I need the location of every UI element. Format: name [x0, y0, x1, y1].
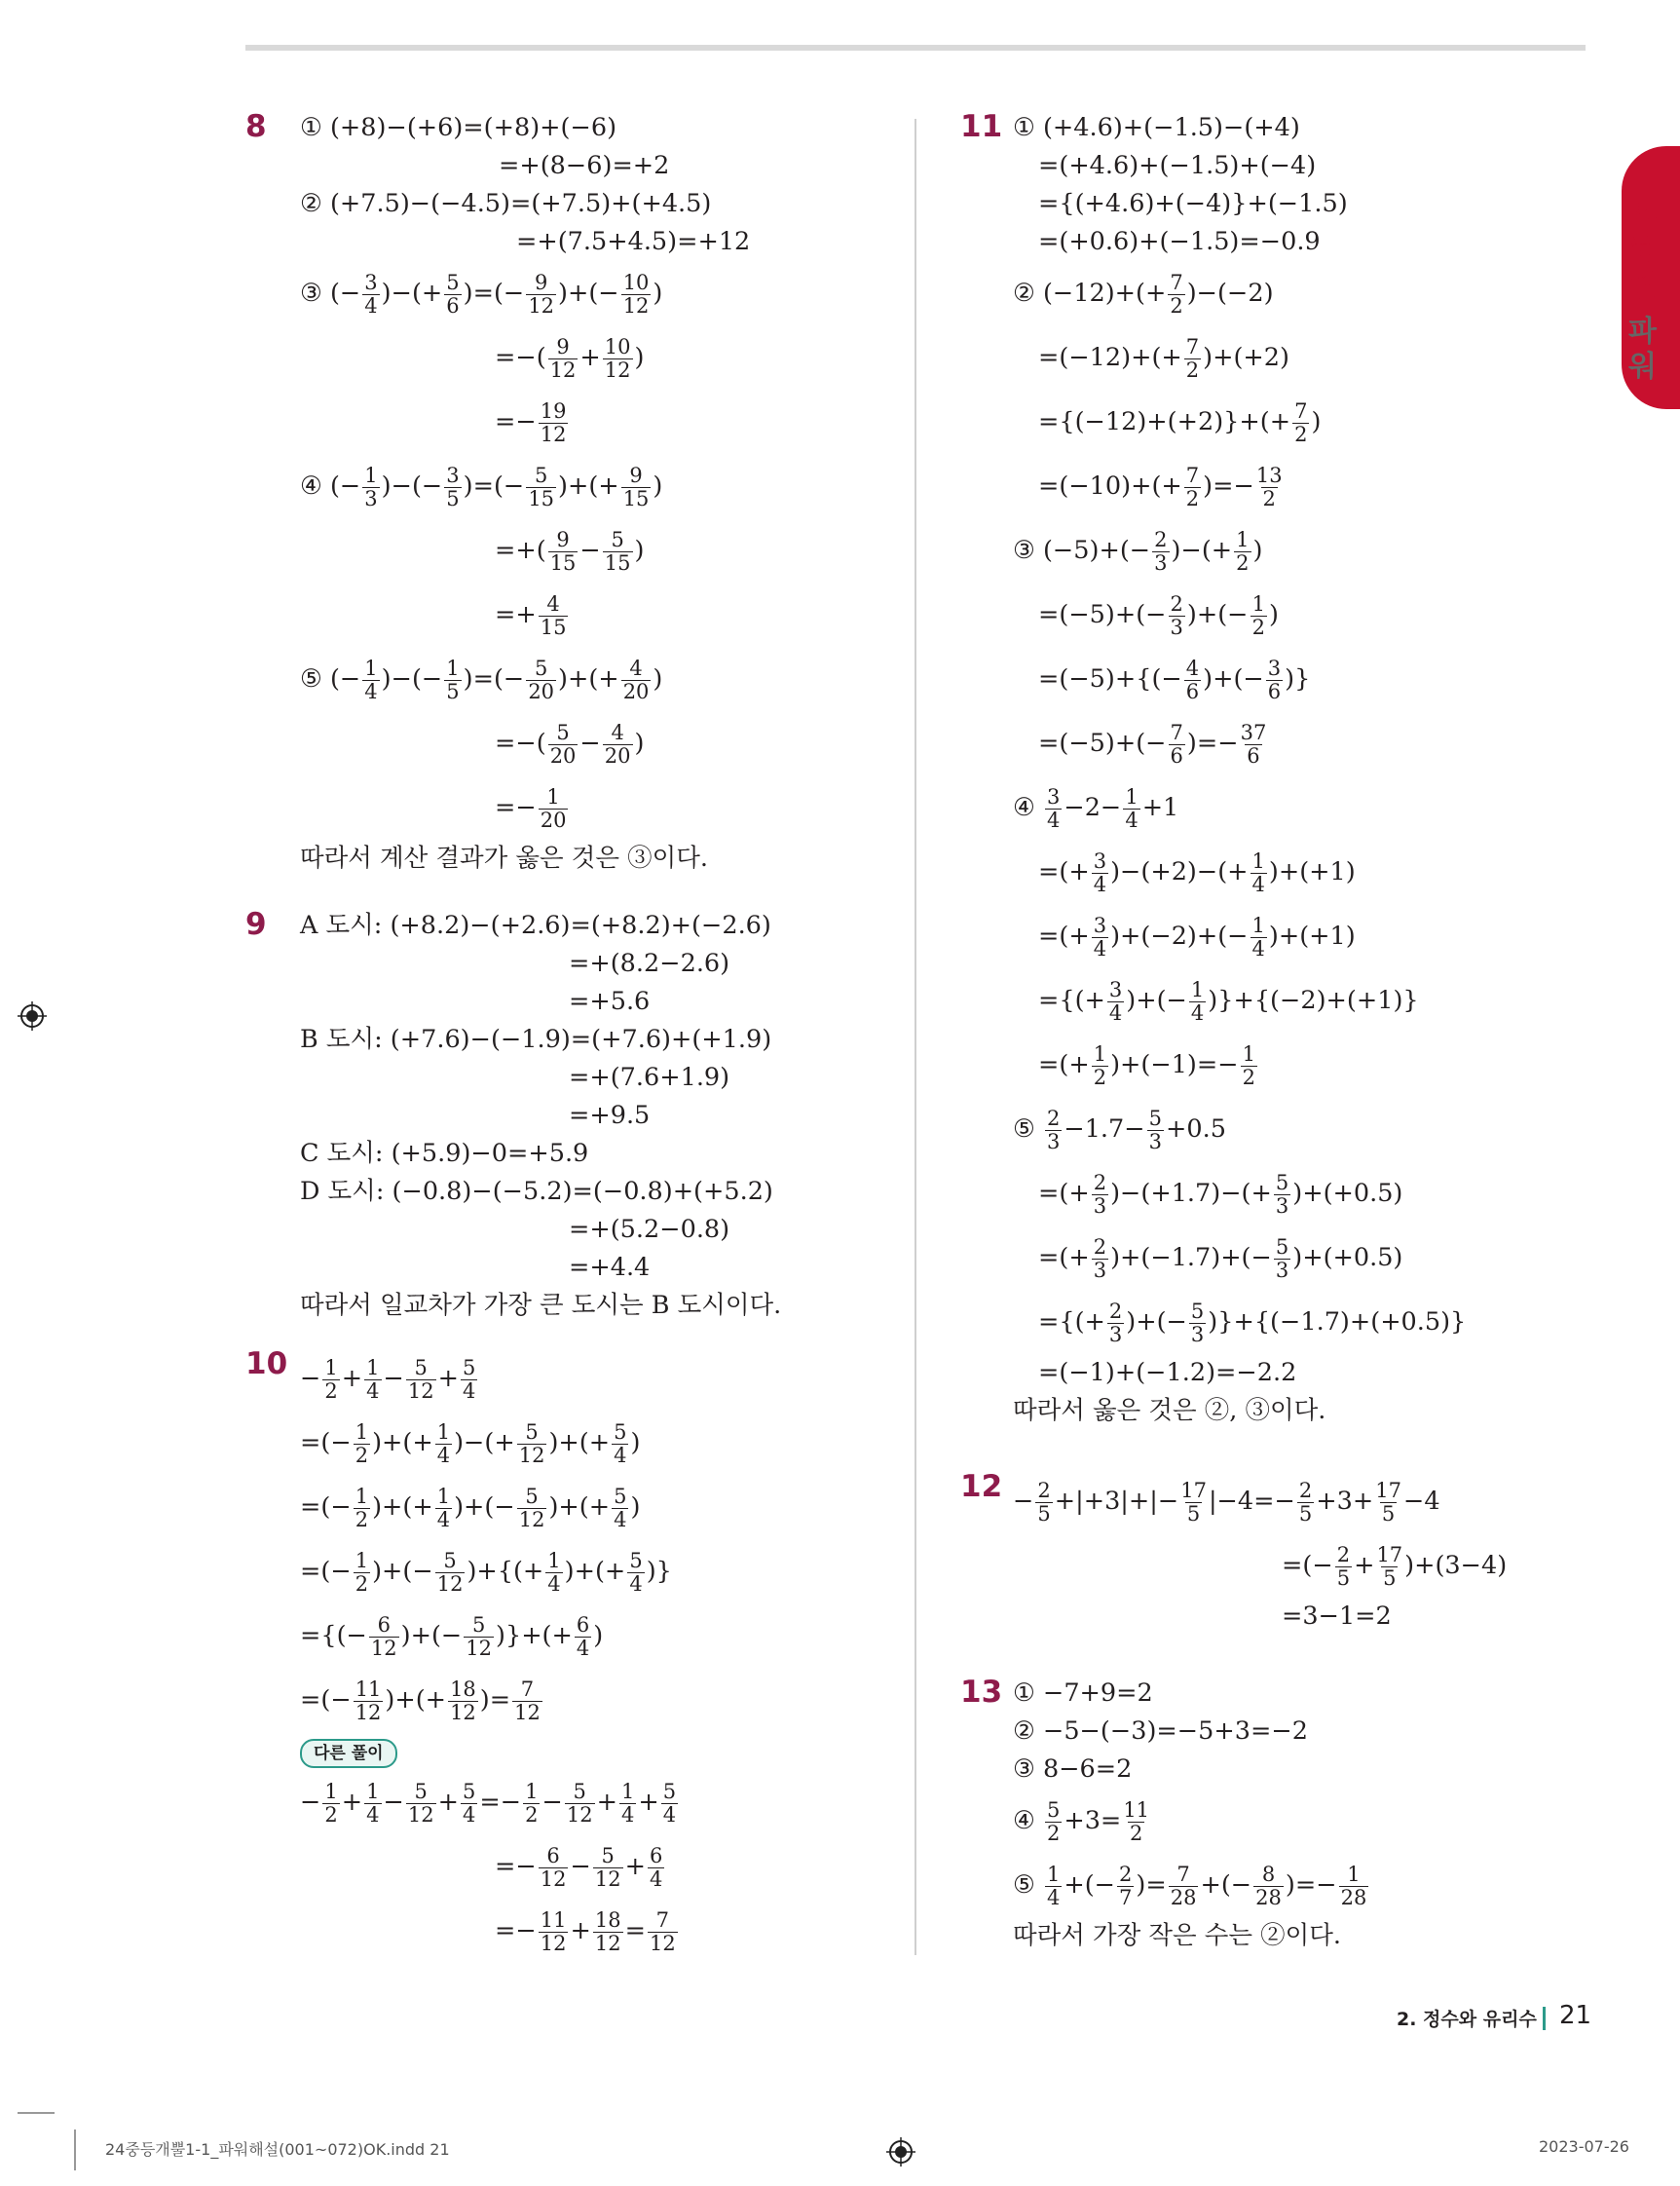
top-rule	[245, 45, 1586, 51]
math-text: ={(− $\frac{6}{12}$ )+(− $\frac{5}{12}$ )}+(+ $\frac{6}{4}$ )	[300, 1612, 604, 1660]
math-text: =+(8−6)=+2	[499, 151, 670, 180]
math-text: ① (+8)−(+6)=(+8)+(−6)	[300, 113, 617, 142]
column-divider	[915, 119, 916, 1955]
solution-line	[960, 647, 1623, 711]
solution-line	[960, 185, 1623, 223]
math-text: − $\frac{1}{2}$ + $\frac{1}{4}$ − $\frac{5}{12}$ + $\frac{5}{4}$	[300, 1355, 476, 1403]
solution-line	[960, 147, 1623, 185]
math-text: =(+4.6)+(−1.5)+(−4)	[1038, 151, 1317, 180]
math-text: =3−1=2	[1282, 1602, 1392, 1631]
solution-line	[960, 1161, 1623, 1225]
problem-10	[245, 1346, 898, 1963]
solution-line	[245, 583, 898, 647]
math-text: =(+ $\frac{3}{4}$ )+(−2)+(− $\frac{1}{4}$ )+(+1)	[1038, 913, 1356, 961]
solution-line	[245, 1097, 898, 1135]
problem-11	[960, 109, 1623, 1430]
math-text: =(−5)+(− $\frac{7}{6}$ )=− $\frac{37}{6}$	[1038, 720, 1267, 768]
solution-line	[245, 261, 898, 325]
solution-line	[245, 1732, 898, 1770]
solution-line	[245, 1211, 898, 1249]
solution-line	[960, 1354, 1623, 1392]
math-text: − $\frac{1}{2}$ + $\frac{1}{4}$ − $\frac{5}{12}$ + $\frac{5}{4}$ =− $\frac{1}{2}$ − $\frac{5}{12}$ + $\frac{1}{4}$ + $\frac{5}{4}$	[300, 1779, 677, 1827]
solution-line	[245, 711, 898, 775]
solution-line	[960, 968, 1623, 1033]
solution-line	[245, 185, 898, 223]
problem-number: 10	[245, 1346, 288, 1381]
solution-line	[960, 518, 1623, 583]
math-text: =(−10)+(+ $\frac{7}{2}$ )=− $\frac{13}{2}$	[1038, 463, 1283, 510]
math-text: =(+ $\frac{3}{4}$ )−(+2)−(+ $\frac{1}{4}$ )+(+1)	[1038, 848, 1356, 896]
math-text: =+5.6	[569, 987, 651, 1016]
math-text: =(+0.6)+(−1.5)=−0.9	[1038, 227, 1321, 256]
solution-line	[960, 1290, 1623, 1354]
solution-line	[245, 1834, 898, 1899]
solution-line	[245, 1346, 898, 1411]
math-text: =− $\frac{11}{12}$ + $\frac{18}{12}$ = $\frac{7}{12}$	[495, 1907, 676, 1955]
solution-line	[960, 390, 1623, 454]
math-text: =(−5)+(− $\frac{2}{3}$ )+(− $\frac{1}{2}$ )	[1038, 591, 1279, 639]
math-text: 따라서 옳은 것은 ②, ③이다.	[1013, 1396, 1326, 1425]
solution-line	[245, 1173, 898, 1211]
solution-line	[245, 1603, 898, 1668]
math-text: =(−1)+(−1.2)=−2.2	[1038, 1358, 1297, 1387]
math-text: =+(7.6+1.9)	[569, 1063, 730, 1092]
tab-label-1: 유형편	[1628, 200, 1657, 304]
problem-number: 11	[960, 109, 1003, 144]
math-text: 따라서 가장 작은 수는 ②이다.	[1013, 1921, 1341, 1950]
registration-mark-icon	[886, 2137, 915, 2167]
conclusion-text	[960, 1917, 1623, 1955]
solution-line	[245, 1539, 898, 1603]
math-text: =+4.4	[569, 1253, 651, 1282]
math-text: =(− $\frac{2}{5}$ + $\frac{17}{5}$ )+(3−4)	[1282, 1542, 1508, 1590]
tab-label-2: 파워	[1628, 315, 1657, 384]
registration-mark-icon	[18, 1001, 47, 1031]
solution-line	[960, 1033, 1623, 1097]
solution-line	[960, 109, 1623, 147]
solution-line	[960, 1533, 1623, 1598]
solution-line	[245, 454, 898, 518]
footer-divider	[1543, 2007, 1546, 2030]
math-text: =(−5)+{(− $\frac{4}{6}$ )+(− $\frac{3}{6}$ )}	[1038, 656, 1311, 703]
slug-filename: 24중등개뿔1-1_파워해설(001~072)OK.indd 21	[105, 2140, 450, 2159]
solution-line	[245, 1059, 898, 1097]
math-text: ④ (− $\frac{1}{3}$ )−(− $\frac{3}{5}$ )=(− $\frac{5}{15}$ )+(+ $\frac{9}{15}$ )	[300, 463, 663, 510]
solution-line	[960, 1713, 1623, 1751]
math-text: ③ (−5)+(− $\frac{2}{3}$ )−(+ $\frac{1}{2}$ )	[1013, 527, 1263, 575]
solution-line	[245, 1021, 898, 1059]
solution-line	[245, 775, 898, 840]
solution-line	[960, 840, 1623, 904]
problem-8	[245, 109, 898, 878]
solution-line	[245, 647, 898, 711]
alt-solution-badge: 다른 풀이	[300, 1739, 397, 1768]
math-text: ⑤ (− $\frac{1}{4}$ )−(− $\frac{1}{5}$ )=(− $\frac{5}{20}$ )+(+ $\frac{4}{20}$ )	[300, 656, 663, 703]
solution-line	[960, 454, 1623, 518]
math-text: =−( $\frac{5}{20}$ − $\frac{4}{20}$ )	[495, 720, 645, 768]
math-text: D 도시: (−0.8)−(−5.2)=(−0.8)+(+5.2)	[300, 1177, 773, 1206]
math-text: =(−12)+(+ $\frac{7}{2}$ )+(+2)	[1038, 334, 1289, 382]
solution-line	[960, 775, 1623, 840]
section-tab-label	[1628, 200, 1657, 385]
math-text: =(− $\frac{11}{12}$ )+(+ $\frac{18}{12}$ )= $\frac{7}{12}$	[300, 1677, 541, 1724]
math-text: =+(5.2−0.8)	[569, 1215, 730, 1244]
solution-line	[960, 1097, 1623, 1161]
math-text: =− $\frac{6}{12}$ − $\frac{5}{12}$ + $\frac{6}{4}$	[495, 1843, 663, 1891]
problem-number: 12	[960, 1469, 1003, 1504]
solution-line	[245, 1475, 898, 1539]
solution-line	[960, 1675, 1623, 1713]
math-text: ② −5−(−3)=−5+3=−2	[1013, 1716, 1308, 1746]
solution-line	[245, 325, 898, 390]
solution-line	[960, 261, 1623, 325]
solution-line	[245, 945, 898, 983]
solution-line	[245, 1135, 898, 1173]
math-text: =+ $\frac{4}{15}$	[495, 591, 567, 639]
solution-line	[245, 1411, 898, 1475]
problem-12	[960, 1469, 1623, 1636]
math-text: =+( $\frac{9}{15}$ − $\frac{5}{15}$ )	[495, 527, 645, 575]
math-text: =(− $\frac{1}{2}$ )+(+ $\frac{1}{4}$ )−(+ $\frac{5}{12}$ )+(+ $\frac{5}{4}$ )	[300, 1419, 641, 1467]
solution-line	[960, 325, 1623, 390]
math-text: ={(+ $\frac{3}{4}$ )+(− $\frac{1}{4}$ )}+{(−2)+(+1)}	[1038, 977, 1419, 1025]
math-text: ={(−12)+(+2)}+(+ $\frac{7}{2}$ )	[1038, 398, 1322, 446]
solution-line	[245, 907, 898, 945]
problem-number: 8	[245, 109, 267, 144]
math-text: =− $\frac{1}{20}$	[495, 784, 567, 832]
solution-line	[960, 904, 1623, 968]
problem-9	[245, 907, 898, 1325]
crop-mark	[74, 2129, 76, 2170]
math-text: B 도시: (+7.6)−(−1.9)=(+7.6)+(+1.9)	[300, 1025, 772, 1054]
conclusion-text	[245, 1287, 898, 1325]
right-column	[960, 109, 1623, 1955]
math-text: =(+ $\frac{2}{3}$ )−(+1.7)−(+ $\frac{5}{3}$ )+(+0.5)	[1038, 1170, 1403, 1218]
math-text: =+9.5	[569, 1101, 651, 1130]
solution-line	[960, 223, 1623, 261]
math-text: − $\frac{2}{5}$ +|+3|+|− $\frac{17}{5}$ |−4=− $\frac{2}{5}$ +3+ $\frac{17}{5}$ −4	[1013, 1478, 1440, 1526]
solution-line	[245, 109, 898, 147]
math-text: ② (+7.5)−(−4.5)=(+7.5)+(+4.5)	[300, 189, 712, 218]
math-text: ② (−12)+(+ $\frac{7}{2}$ )−(−2)	[1013, 270, 1274, 318]
slug-date: 2023-07-26	[1539, 2137, 1629, 2156]
math-text: ④ $\frac{3}{4}$ −2− $\frac{1}{4}$ +1	[1013, 784, 1179, 832]
math-text: A 도시: (+8.2)−(+2.6)=(+8.2)+(−2.6)	[300, 911, 771, 940]
problem-13	[960, 1675, 1623, 1955]
solution-line	[245, 983, 898, 1021]
chapter-title: 2. 정수와 유리수	[1397, 2009, 1537, 2030]
conclusion-text	[245, 840, 898, 878]
math-text: ③ 8−6=2	[1013, 1754, 1133, 1784]
solution-line	[960, 1469, 1623, 1533]
math-text: =(+ $\frac{2}{3}$ )+(−1.7)+(− $\frac{5}{3}$ )+(+0.5)	[1038, 1234, 1403, 1282]
math-text: =−( $\frac{9}{12}$ + $\frac{10}{12}$ )	[495, 334, 645, 382]
math-text: ④ $\frac{5}{2}$ +3= $\frac{11}{2}$	[1013, 1797, 1150, 1845]
solution-line	[245, 1249, 898, 1287]
solution-line	[960, 583, 1623, 647]
solution-line	[960, 1225, 1623, 1290]
problem-number: 9	[245, 907, 267, 942]
solution-line	[245, 518, 898, 583]
solution-line	[245, 147, 898, 185]
solution-line	[245, 390, 898, 454]
math-text: ⑤ $\frac{1}{4}$ +(− $\frac{2}{7}$ )= $\frac{7}{28}$ +(− $\frac{8}{28}$ )=− $\frac{1}{28}$	[1013, 1862, 1367, 1909]
math-text: =(− $\frac{1}{2}$ )+(− $\frac{5}{12}$ )+{(+ $\frac{1}{4}$ )+(+ $\frac{5}{4}$ )}	[300, 1548, 672, 1596]
solution-line	[960, 1789, 1623, 1853]
solution-line	[960, 1598, 1623, 1636]
solution-line	[245, 1770, 898, 1834]
math-text: ={(+4.6)+(−4)}+(−1.5)	[1038, 189, 1348, 218]
solution-line	[960, 1853, 1623, 1917]
math-text: ⑤ $\frac{2}{3}$ −1.7− $\frac{5}{3}$ +0.5	[1013, 1106, 1226, 1153]
math-text: =+(7.5+4.5)=+12	[516, 227, 751, 256]
math-text: =− $\frac{19}{12}$	[495, 398, 567, 446]
solution-line	[245, 1668, 898, 1732]
solution-line	[245, 1899, 898, 1963]
page-number: 21	[1559, 2001, 1592, 2030]
left-column	[245, 109, 898, 1963]
math-text: ③ (− $\frac{3}{4}$ )−(+ $\frac{5}{6}$ )=(− $\frac{9}{12}$ )+(− $\frac{10}{12}$ )	[300, 270, 663, 318]
conclusion-text	[960, 1392, 1623, 1430]
solution-line	[960, 1751, 1623, 1789]
math-text: ① (+4.6)+(−1.5)−(+4)	[1013, 113, 1300, 142]
math-text: =(− $\frac{1}{2}$ )+(+ $\frac{1}{4}$ )+(− $\frac{5}{12}$ )+(+ $\frac{5}{4}$ )	[300, 1484, 641, 1531]
math-text: 따라서 계산 결과가 옳은 것은 ③이다.	[300, 844, 708, 873]
solution-line	[245, 223, 898, 261]
math-text: C 도시: (+5.9)−0=+5.9	[300, 1139, 589, 1168]
math-text: 따라서 일교차가 가장 큰 도시는 B 도시이다.	[300, 1291, 782, 1320]
math-text: ={(+ $\frac{2}{3}$ )+(− $\frac{5}{3}$ )}+{(−1.7)+(+0.5)}	[1038, 1299, 1467, 1346]
crop-mark	[18, 2112, 55, 2114]
math-text: ① −7+9=2	[1013, 1678, 1153, 1708]
math-text: =+(8.2−2.6)	[569, 949, 730, 978]
math-text: =(+ $\frac{1}{2}$ )+(−1)=− $\frac{1}{2}$	[1038, 1041, 1255, 1089]
problem-number: 13	[960, 1675, 1003, 1710]
solution-line	[960, 711, 1623, 775]
